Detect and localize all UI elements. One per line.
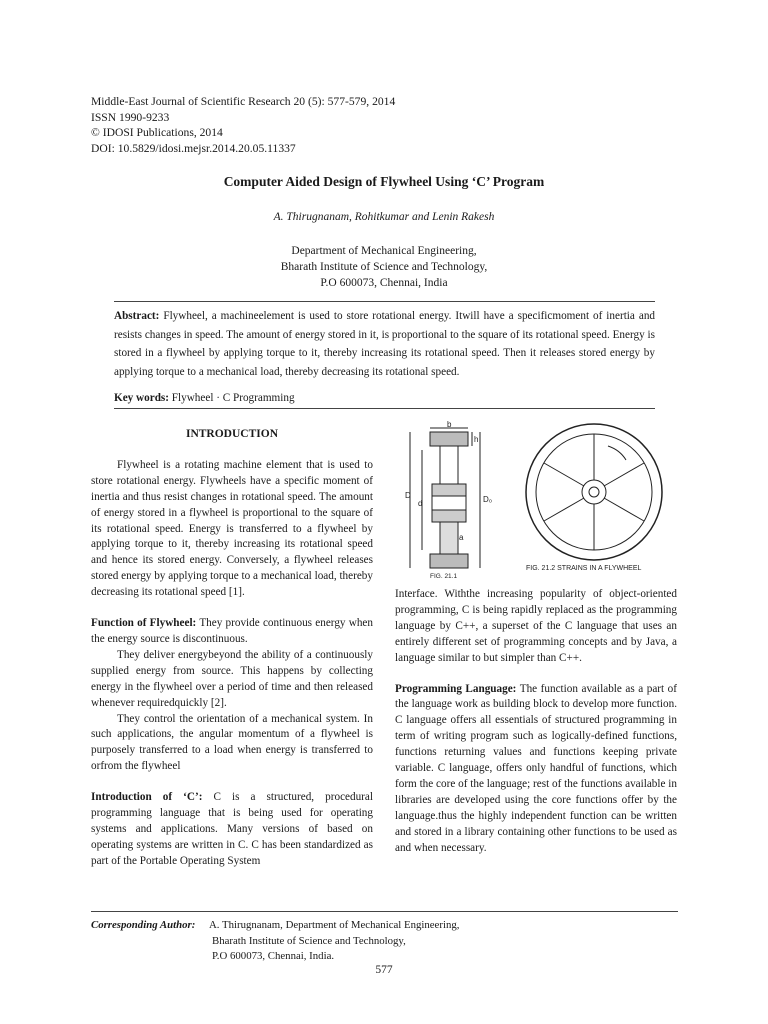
- web-section-top: [440, 446, 458, 484]
- abstract-text: Flywheel, a machineelement is used to store rotational energy. Itwill have a specificmoment of inertia and resists changes in speed. The amount of energy stored in it, is proportional to the square of its rotational speed. Energy is stored in a flywheel by applying torque to it, thereby increasing its rotational speed. Then it releases stored energy by applying torque to a mechanical load, thereby decreasing its rotational speed.: [114, 310, 656, 379]
- rim-section-top: [430, 432, 468, 446]
- fig-label-D: D: [405, 491, 411, 500]
- keywords: [114, 392, 295, 404]
- corresponding-line: A. Thirugnanam, Department of Mechanical Engineering,: [209, 919, 460, 931]
- flywheel-bore: [589, 487, 599, 497]
- section-heading-introduction: INTRODUCTION: [185, 428, 278, 440]
- paragraph: Flywheel is a rotating machine element that is used to store rotational energy. Flywheels have a specific moment of inertia and thus resist changes in rotational speed. The amount of energy stored in a flywheel is proportional to the square of its rotational speed. Energy is transferred to a flywheel by applying torque to it, thereby increasing its rotational speed and hence its stored energy. Conversely, a flywheel releases stored energy by applying torque to a mechanical load, thereby decreasing its rotational speed [1].: [91, 458, 373, 599]
- paragraph: [395, 682, 677, 857]
- corresponding-line: P.O 600073, Chennai, India.: [212, 950, 335, 962]
- fig-label-d: d: [418, 499, 423, 508]
- right-column: [395, 587, 677, 857]
- left-column: [91, 427, 373, 870]
- web-section-bottom: [440, 522, 458, 554]
- figure-caption-right: FIG. 21.2 STRAINS IN A FLYWHEEL: [526, 565, 642, 572]
- abstract-label: Abstract:: [114, 310, 160, 322]
- hub-section-top: [432, 484, 466, 496]
- divider: [114, 408, 655, 409]
- page-number: 577: [375, 964, 393, 976]
- subheading-function: Function of Flywheel:: [91, 617, 197, 630]
- journal-header: [91, 94, 395, 156]
- paragraph: [91, 790, 373, 870]
- divider: [114, 301, 655, 302]
- bore: [432, 496, 466, 510]
- flywheel-spoke: [544, 498, 584, 521]
- paper-title: Computer Aided Design of Flywheel Using ‘C’ Program: [223, 174, 545, 189]
- paragraph-text: They provide continuous energy when the energy source is discontinuous.: [91, 617, 373, 645]
- fig-label-h: h: [474, 435, 479, 444]
- affiliation-line: Department of Mechanical Engineering,: [291, 245, 477, 257]
- fig-label-b: b: [447, 420, 452, 429]
- affiliation: [0, 243, 768, 291]
- paragraph-text: C is a structured, procedural programming language that is being used for operating systems and applications. Many versions of based on operating systems are written in C. C has been standardized as part of the Portable Operating System: [91, 791, 373, 867]
- paragraph: [91, 616, 373, 648]
- copyright: © IDOSI Publications, 2014: [91, 126, 223, 139]
- affiliation-line: P.O 600073, Chennai, India: [320, 277, 448, 289]
- subheading-intro-c: Introduction of ‘C’:: [91, 791, 203, 804]
- paragraph: They deliver energybeyond the ability of a continuously supplied energy from source. This happens by collecting energy in the flywheel over a period of time and then released whenever requiredquickly [2].: [91, 648, 373, 709]
- doi: DOI: 10.5829/idosi.mejsr.2014.20.05.11337: [91, 141, 296, 155]
- authors: A. Thirugnanam, Rohitkumar and Lenin Rakesh: [273, 211, 495, 223]
- footer-divider: [91, 911, 678, 912]
- affiliation-line: Bharath Institute of Science and Technology,: [280, 261, 488, 273]
- rotation-arrow: [608, 446, 626, 460]
- paragraph: They control the orientation of a mechanical system. In such applications, the angular momentum of a flywheel is purposely transferred to a load when energy is transferred to orfrom the flywheel: [91, 712, 373, 773]
- abstract: [114, 307, 655, 382]
- flywheel-spoke: [604, 463, 644, 486]
- figure-caption-left: FIG. 21.1: [430, 573, 458, 580]
- flywheel-spoke: [604, 498, 644, 521]
- keywords-text: Flywheel · C Programming: [171, 392, 295, 404]
- fig-label-Do: D₀: [483, 495, 493, 504]
- corresponding-label: Corresponding Author:: [91, 919, 196, 931]
- subheading-programming-language: Programming Language:: [395, 682, 517, 695]
- paragraph-text: The function available as a part of the language work as building block to develop more function. C language offers all essentials of structured programming in term of writing program such as logically-defined functions, functions returning values and functions keeping private variable. C language, offers only handful of functions, which form the core of the language; rest of the functions available in libraries are developed using the core functions offer by the language.thus the highly independent function can be written and stored in a library containing other functions to be used as and when necessary.: [395, 682, 677, 854]
- hub-section-bottom: [432, 510, 466, 522]
- fig-label-a: a: [459, 533, 464, 542]
- flywheel-spoke: [544, 463, 584, 486]
- flywheel-hub: [582, 480, 606, 504]
- paragraph: Interface. Withthe increasing popularity of object-oriented programming, C is being rapidly replaced as the programming language by C++, a superset of the C language that uses an entirely different set of programming concepts and by Java, a language similar to but simpler than C++.: [395, 588, 677, 664]
- keywords-label: Key words:: [114, 392, 169, 404]
- corresponding-author: [91, 918, 459, 965]
- journal-citation: Middle-East Journal of Scientific Research 20 (5): 577-579, 2014: [91, 95, 396, 108]
- corresponding-line: Bharath Institute of Science and Technology,: [212, 934, 406, 947]
- flywheel-figure: [398, 420, 688, 580]
- issn: ISSN 1990-9233: [91, 110, 170, 124]
- rim-section-bottom: [430, 554, 468, 568]
